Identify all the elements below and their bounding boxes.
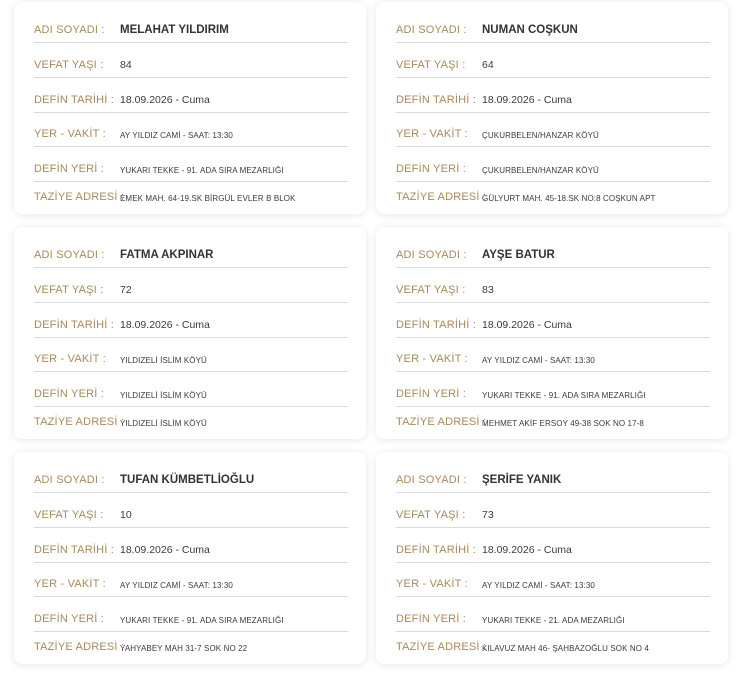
place-value: YUKARI TEKKE - 91. ADA SIRA MEZARLIĞI xyxy=(120,616,284,625)
name-value: TUFAN KÜMBETLİOĞLU xyxy=(120,474,255,486)
age-value: 73 xyxy=(482,509,494,521)
date-label: DEFİN TARİHİ : xyxy=(34,319,115,331)
time-label: YER - VAKİT : xyxy=(34,128,106,140)
obituary-card xyxy=(14,2,366,214)
age-label: VEFAT YAŞI : xyxy=(396,59,466,71)
name-label: ADI SOYADI : xyxy=(34,24,105,36)
name-row xyxy=(34,8,348,43)
obituary-card xyxy=(376,227,728,439)
place-label: DEFİN YERİ : xyxy=(396,163,467,175)
time-value: AY YILDIZ CAMİ - SAAT: 13:30 xyxy=(120,581,233,590)
name-row xyxy=(34,233,348,268)
place-label: DEFİN YERİ : xyxy=(34,388,105,400)
age-row xyxy=(34,43,348,78)
name-value: MELAHAT YILDIRIM xyxy=(120,24,229,36)
age-value: 72 xyxy=(120,284,132,296)
date-label: DEFİN TARİHİ : xyxy=(34,544,115,556)
date-row xyxy=(396,528,710,563)
time-label: YER - VAKİT : xyxy=(396,353,468,365)
name-label: ADI SOYADI : xyxy=(34,249,105,261)
date-row xyxy=(34,78,348,113)
date-label: DEFİN TARİHİ : xyxy=(34,94,115,106)
address-row xyxy=(396,625,710,659)
address-label: TAZİYE ADRESİ : xyxy=(34,641,125,653)
time-row xyxy=(396,337,710,372)
date-row xyxy=(396,303,710,338)
address-value: MEHMET AKİF ERSOY 49-38 SOK NO 17-8 xyxy=(482,419,644,428)
age-row xyxy=(396,268,710,303)
date-value: 18.09.2026 - Cuma xyxy=(120,94,210,106)
address-row xyxy=(396,400,710,434)
address-value: YILDIZELİ İSLİM KÖYÜ xyxy=(120,419,207,428)
place-label: DEFİN YERİ : xyxy=(34,613,105,625)
time-value: AY YILDIZ CAMİ - SAAT: 13:30 xyxy=(482,356,595,365)
address-label: TAZİYE ADRESİ : xyxy=(34,191,125,203)
place-value: YUKARI TEKKE - 91. ADA SIRA MEZARLIĞI xyxy=(120,166,284,175)
address-value: EMEK MAH. 64-19.SK BİRGÜL EVLER B BLOK xyxy=(120,194,296,203)
name-label: ADI SOYADI : xyxy=(396,249,467,261)
date-row xyxy=(34,303,348,338)
date-value: 18.09.2026 - Cuma xyxy=(482,319,572,331)
date-label: DEFİN TARİHİ : xyxy=(396,319,477,331)
age-label: VEFAT YAŞI : xyxy=(396,509,466,521)
time-row xyxy=(34,112,348,147)
name-label: ADI SOYADI : xyxy=(396,24,467,36)
name-value: FATMA AKPINAR xyxy=(120,249,214,261)
address-label: TAZİYE ADRESİ : xyxy=(396,416,487,428)
age-label: VEFAT YAŞI : xyxy=(34,284,104,296)
address-label: TAZİYE ADRESİ : xyxy=(396,641,487,653)
time-label: YER - VAKİT : xyxy=(396,128,468,140)
name-value: ŞERİFE YANIK xyxy=(482,474,562,486)
age-value: 64 xyxy=(482,59,494,71)
obituary-card xyxy=(376,2,728,214)
date-value: 18.09.2026 - Cuma xyxy=(482,544,572,556)
time-value: YILDIZELİ İSLİM KÖYÜ xyxy=(120,356,207,365)
address-label: TAZİYE ADRESİ : xyxy=(34,416,125,428)
address-row xyxy=(396,175,710,209)
age-row xyxy=(396,43,710,78)
date-value: 18.09.2026 - Cuma xyxy=(482,94,572,106)
age-value: 84 xyxy=(120,59,132,71)
time-value: AY YILDIZ CAMİ - SAAT: 13:30 xyxy=(120,131,233,140)
name-row xyxy=(396,8,710,43)
place-value: YILDIZELİ İSLİM KÖYÜ xyxy=(120,391,207,400)
address-row xyxy=(34,400,348,434)
place-label: DEFİN YERİ : xyxy=(396,388,467,400)
time-row xyxy=(396,112,710,147)
time-row xyxy=(396,562,710,597)
time-value: AY YILDIZ CAMİ - SAAT: 13:30 xyxy=(482,581,595,590)
time-row xyxy=(34,337,348,372)
age-row xyxy=(34,493,348,528)
time-value: ÇUKURBELEN/HANZAR KÖYÜ xyxy=(482,131,599,140)
age-row xyxy=(396,493,710,528)
age-label: VEFAT YAŞI : xyxy=(34,59,104,71)
date-value: 18.09.2026 - Cuma xyxy=(120,544,210,556)
place-value: YUKARI TEKKE - 21. ADA MEZARLIĞI xyxy=(482,616,625,625)
name-row xyxy=(396,458,710,493)
address-row xyxy=(34,625,348,659)
address-value: YAHYABEY MAH 31-7 SOK NO 22 xyxy=(120,644,248,653)
date-label: DEFİN TARİHİ : xyxy=(396,94,477,106)
address-row xyxy=(34,175,348,209)
date-row xyxy=(396,78,710,113)
name-label: ADI SOYADI : xyxy=(34,474,105,486)
time-row xyxy=(34,562,348,597)
age-label: VEFAT YAŞI : xyxy=(34,509,104,521)
place-value: YUKARI TEKKE - 91. ADA SIRA MEZARLIĞI xyxy=(482,391,646,400)
date-label: DEFİN TARİHİ : xyxy=(396,544,477,556)
obituary-card xyxy=(14,227,366,439)
place-value: ÇUKURBELEN/HANZAR KÖYÜ xyxy=(482,166,599,175)
name-value: NUMAN COŞKUN xyxy=(482,24,578,36)
address-label: TAZİYE ADRESİ : xyxy=(396,191,487,203)
name-value: AYŞE BATUR xyxy=(482,249,555,261)
time-label: YER - VAKİT : xyxy=(34,353,106,365)
age-value: 83 xyxy=(482,284,494,296)
date-value: 18.09.2026 - Cuma xyxy=(120,319,210,331)
time-label: YER - VAKİT : xyxy=(34,578,106,590)
age-label: VEFAT YAŞI : xyxy=(396,284,466,296)
age-value: 10 xyxy=(120,509,132,521)
name-row xyxy=(396,233,710,268)
obituary-card xyxy=(376,452,728,664)
time-label: YER - VAKİT : xyxy=(396,578,468,590)
name-row xyxy=(34,458,348,493)
address-value: KILAVUZ MAH 46- ŞAHBAZOĞLU SOK NO 4 xyxy=(482,644,649,653)
place-label: DEFİN YERİ : xyxy=(396,613,467,625)
name-label: ADI SOYADI : xyxy=(396,474,467,486)
address-value: GÜLYURT MAH. 45-18.SK NO:8 COŞKUN APT xyxy=(482,194,656,203)
age-row xyxy=(34,268,348,303)
obituary-card xyxy=(14,452,366,664)
date-row xyxy=(34,528,348,563)
place-label: DEFİN YERİ : xyxy=(34,163,105,175)
